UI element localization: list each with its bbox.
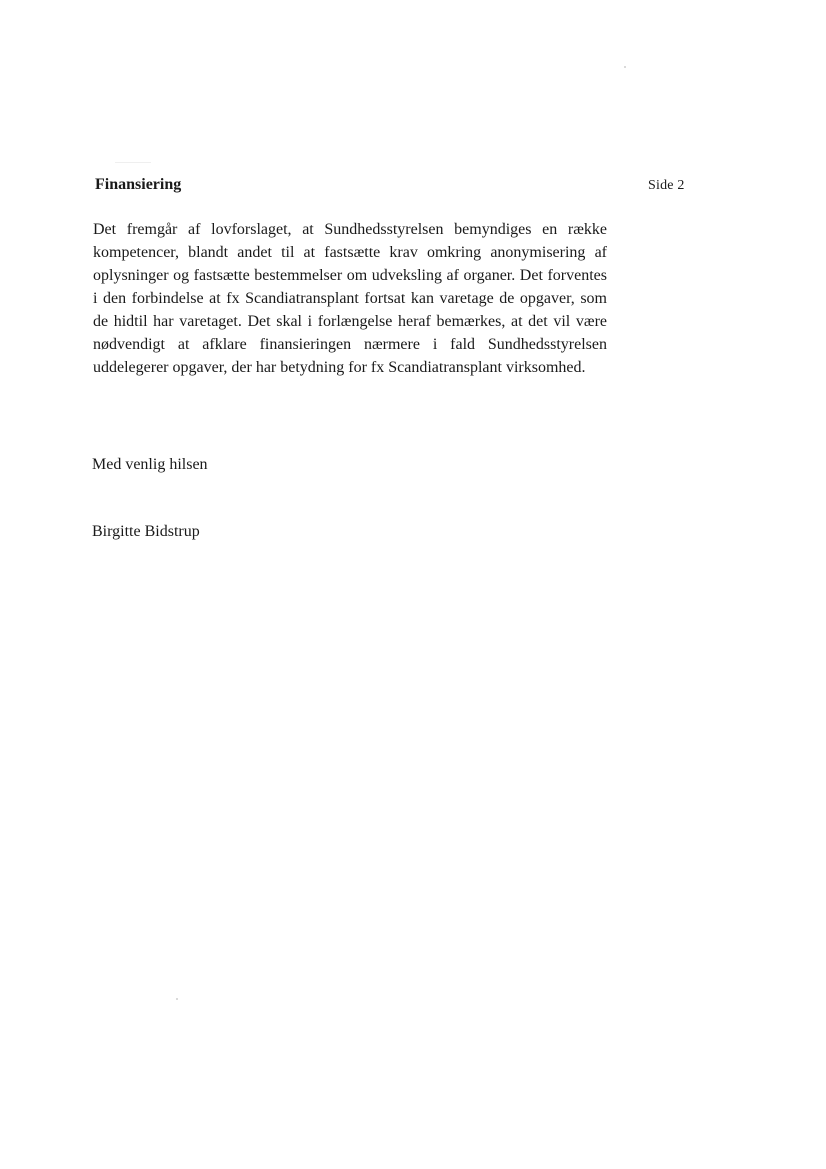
signatory-name: Birgitte Bidstrup [92, 523, 200, 540]
page-number: Side 2 [648, 178, 685, 193]
scan-speck [176, 998, 178, 1000]
section-heading: Finansiering [95, 176, 182, 193]
scan-speck [624, 66, 626, 68]
closing-salutation: Med venlig hilsen [92, 456, 208, 473]
scan-artifact [115, 162, 151, 163]
body-paragraph: Det fremgår af lovforslaget, at Sundhedsstyrelsen bemyndiges en række kompetencer, blandt andet til at fastsætte krav omkring anonymisering af oplysninger og fastsætte bestemmelser om udveksling af organer. Det forventes i den forbindelse at fx Scandiatransplant fortsat kan varetage de opgaver, som de hidtil har varetaget. Det skal i forlængelse heraf bemærkes, at det vil være nødvendigt at afklare finansieringen nærmere i fald Sundhedsstyrelsen uddelegerer opgaver, der har betydning for fx Scandiatransplant virksomhed. [93, 221, 607, 376]
